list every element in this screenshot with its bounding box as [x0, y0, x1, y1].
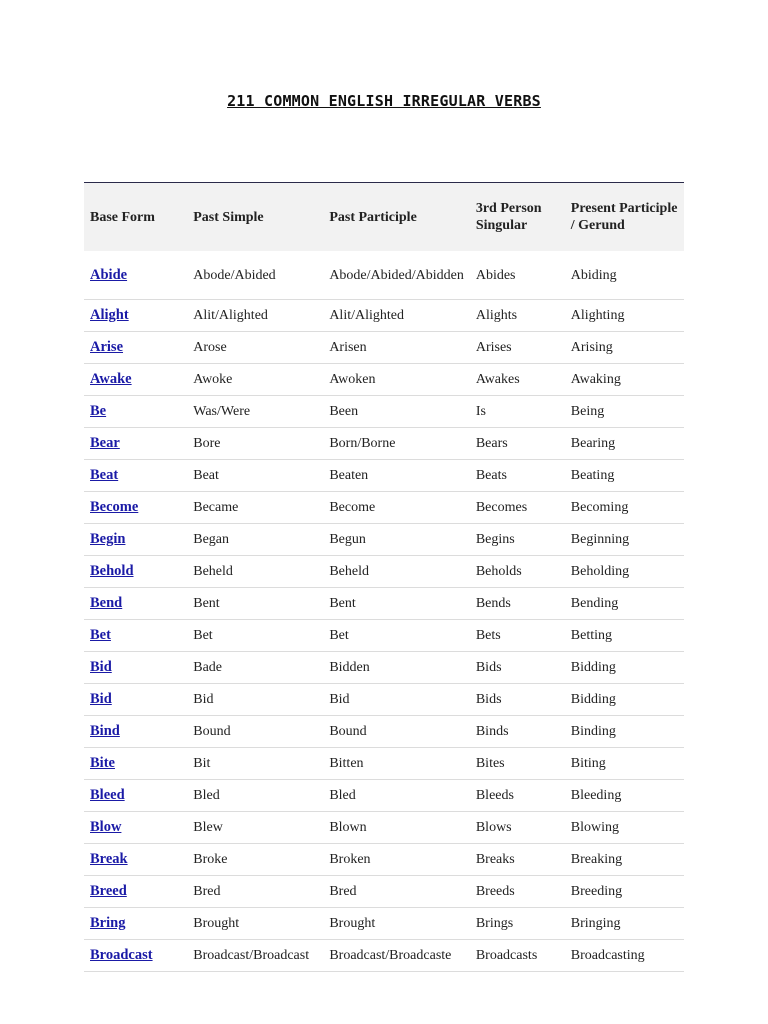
- table-cell: Abode/Abided/Abidden: [323, 251, 470, 300]
- table-cell: Bred: [187, 876, 323, 908]
- table-cell: Beat: [187, 460, 323, 492]
- table-cell: Been: [323, 396, 470, 428]
- verb-link[interactable]: Begin: [90, 531, 126, 547]
- table-cell: Broadcast/Broadcaste: [323, 940, 470, 972]
- header-third-person: 3rd Person Singular: [475, 201, 542, 233]
- table-cell: Blown: [323, 812, 470, 844]
- table-cell: Beginning: [565, 524, 684, 556]
- table-cell: Began: [187, 524, 323, 556]
- table-row: [84, 844, 684, 876]
- table-cell: Alit/Alighted: [323, 300, 470, 332]
- table-cell: Breaks: [470, 844, 565, 876]
- table-cell: Beaten: [323, 460, 470, 492]
- table-cell: Beheld: [323, 556, 470, 588]
- table-cell: Beheld: [187, 556, 323, 588]
- table-cell: Bitten: [323, 748, 470, 780]
- table-cell: Bets: [470, 620, 565, 652]
- table-cell: [84, 780, 187, 812]
- table-cell: Bled: [323, 780, 470, 812]
- table-cell: Blows: [470, 812, 565, 844]
- verb-link[interactable]: Bind: [90, 723, 120, 739]
- table-cell: Become: [323, 492, 470, 524]
- table-row: [84, 908, 684, 940]
- verb-link[interactable]: Bend: [90, 595, 123, 611]
- table-cell: Bending: [565, 588, 684, 620]
- table-cell: Awoke: [187, 364, 323, 396]
- verb-link[interactable]: Beat: [90, 467, 119, 483]
- table-cell: Alit/Alighted: [187, 300, 323, 332]
- table-row: [84, 428, 684, 460]
- table-cell: Bade: [187, 652, 323, 684]
- table-cell: Is: [470, 396, 565, 428]
- table-row: [84, 364, 684, 396]
- table-cell: Bore: [187, 428, 323, 460]
- table-row: [84, 492, 684, 524]
- table-cell: Bleeds: [470, 780, 565, 812]
- table-cell: Awoken: [323, 364, 470, 396]
- verb-link[interactable]: Be: [90, 403, 107, 419]
- verb-link[interactable]: Bid: [90, 659, 112, 675]
- table-row: [84, 556, 684, 588]
- table-cell: Breeding: [565, 876, 684, 908]
- verb-link[interactable]: Arise: [90, 339, 124, 355]
- verb-link[interactable]: Bite: [90, 755, 115, 771]
- table-cell: Broadcasting: [565, 940, 684, 972]
- table-cell: Alighting: [565, 300, 684, 332]
- table-cell: Bidden: [323, 652, 470, 684]
- table-cell: Brought: [323, 908, 470, 940]
- table-cell: Bids: [470, 652, 565, 684]
- table-cell: Bent: [323, 588, 470, 620]
- table-row: [84, 812, 684, 844]
- table-cell: Becomes: [470, 492, 565, 524]
- table-cell: [84, 332, 187, 364]
- table-cell: Became: [187, 492, 323, 524]
- table-cell: Bringing: [565, 908, 684, 940]
- verb-link[interactable]: Bleed: [90, 787, 125, 803]
- verb-link[interactable]: Abide: [90, 266, 128, 283]
- verb-link[interactable]: Bring: [90, 915, 126, 931]
- table-cell: Beholding: [565, 556, 684, 588]
- verb-link[interactable]: Bet: [90, 627, 111, 643]
- table-cell: [84, 300, 187, 332]
- verb-link[interactable]: Blow: [90, 819, 122, 835]
- verb-link[interactable]: Awake: [90, 371, 132, 387]
- table-cell: Begins: [470, 524, 565, 556]
- table-cell: Awaking: [565, 364, 684, 396]
- table-row: [84, 780, 684, 812]
- verb-link[interactable]: Bear: [90, 435, 120, 451]
- table-cell: [84, 251, 187, 300]
- verb-link[interactable]: Alight: [90, 307, 129, 323]
- header-past-participle: Past Participle: [329, 209, 417, 225]
- table-cell: Being: [565, 396, 684, 428]
- table-cell: Bet: [323, 620, 470, 652]
- table-row: [84, 300, 684, 332]
- verb-link[interactable]: Bid: [90, 691, 112, 707]
- table-cell: Bid: [187, 684, 323, 716]
- table-row: [84, 876, 684, 908]
- table-cell: Bent: [187, 588, 323, 620]
- table-row: [84, 748, 684, 780]
- table-cell: [84, 812, 187, 844]
- table-cell: Born/Borne: [323, 428, 470, 460]
- table-cell: [84, 652, 187, 684]
- header-present-participle: Present Participle / Gerund: [570, 201, 678, 233]
- table-cell: Brought: [187, 908, 323, 940]
- header-past-simple: Past Simple: [193, 209, 264, 225]
- table-cell: [84, 460, 187, 492]
- verb-link[interactable]: Behold: [90, 563, 134, 579]
- table-cell: Broke: [187, 844, 323, 876]
- table-cell: Breaking: [565, 844, 684, 876]
- table-cell: Beating: [565, 460, 684, 492]
- table-cell: Bid: [323, 684, 470, 716]
- table-cell: Bends: [470, 588, 565, 620]
- table-cell: [84, 908, 187, 940]
- table-row: [84, 251, 684, 300]
- header-base-form: Base Form: [90, 209, 155, 225]
- table-cell: [84, 524, 187, 556]
- table-cell: Blew: [187, 812, 323, 844]
- table-cell: Alights: [470, 300, 565, 332]
- table-cell: [84, 940, 187, 972]
- table-row: [84, 332, 684, 364]
- table-row: [84, 460, 684, 492]
- table-cell: Breeds: [470, 876, 565, 908]
- table-cell: Broadcasts: [470, 940, 565, 972]
- table-cell: Bound: [323, 716, 470, 748]
- table-cell: [84, 748, 187, 780]
- table-cell: Binding: [565, 716, 684, 748]
- verb-link[interactable]: Breed: [90, 883, 127, 899]
- table-cell: Bet: [187, 620, 323, 652]
- table-cell: Brings: [470, 908, 565, 940]
- table-cell: Biting: [565, 748, 684, 780]
- table-cell: Bound: [187, 716, 323, 748]
- table-row: [84, 716, 684, 748]
- table-cell: Arisen: [323, 332, 470, 364]
- table-row: [84, 684, 684, 716]
- table-cell: Awakes: [470, 364, 565, 396]
- table-cell: Abode/Abided: [187, 251, 323, 300]
- table-cell: Broadcast/Broadcast: [187, 940, 323, 972]
- table-cell: [84, 364, 187, 396]
- table-cell: Blowing: [565, 812, 684, 844]
- table-cell: [84, 492, 187, 524]
- verb-link[interactable]: Break: [90, 851, 128, 867]
- table-row: [84, 652, 684, 684]
- verb-link[interactable]: Become: [90, 499, 139, 515]
- table-cell: Abides: [470, 251, 565, 300]
- table-cell: Bidding: [565, 652, 684, 684]
- table-cell: Becoming: [565, 492, 684, 524]
- table-cell: Bearing: [565, 428, 684, 460]
- table-cell: Abiding: [565, 251, 684, 300]
- table-cell: Bit: [187, 748, 323, 780]
- page-title: 211 COMMON ENGLISH IRREGULAR VERBS: [227, 92, 541, 110]
- table-cell: Beholds: [470, 556, 565, 588]
- table-cell: [84, 684, 187, 716]
- table-body: [84, 251, 684, 972]
- table-cell: [84, 396, 187, 428]
- table-row: [84, 620, 684, 652]
- table-row: [84, 524, 684, 556]
- table-cell: Bled: [187, 780, 323, 812]
- table-cell: Bred: [323, 876, 470, 908]
- table-cell: Bears: [470, 428, 565, 460]
- table-cell: Bites: [470, 748, 565, 780]
- table-cell: Bids: [470, 684, 565, 716]
- table-cell: Betting: [565, 620, 684, 652]
- table-cell: [84, 716, 187, 748]
- table-cell: [84, 876, 187, 908]
- table-cell: [84, 588, 187, 620]
- table-cell: Arises: [470, 332, 565, 364]
- table-cell: [84, 428, 187, 460]
- table-cell: Arising: [565, 332, 684, 364]
- table-row: [84, 396, 684, 428]
- table-cell: [84, 620, 187, 652]
- table-cell: Begun: [323, 524, 470, 556]
- table-cell: Arose: [187, 332, 323, 364]
- table-row: [84, 588, 684, 620]
- table-row: [84, 940, 684, 972]
- table-cell: Binds: [470, 716, 565, 748]
- table-cell: [84, 844, 187, 876]
- verb-table: [84, 182, 684, 972]
- table-cell: Bidding: [565, 684, 684, 716]
- table-cell: Bleeding: [565, 780, 684, 812]
- table-cell: Broken: [323, 844, 470, 876]
- verb-link[interactable]: Broadcast: [90, 947, 153, 963]
- table-cell: Was/Were: [187, 396, 323, 428]
- table-cell: Beats: [470, 460, 565, 492]
- table-cell: [84, 556, 187, 588]
- table-header-row: [84, 183, 684, 252]
